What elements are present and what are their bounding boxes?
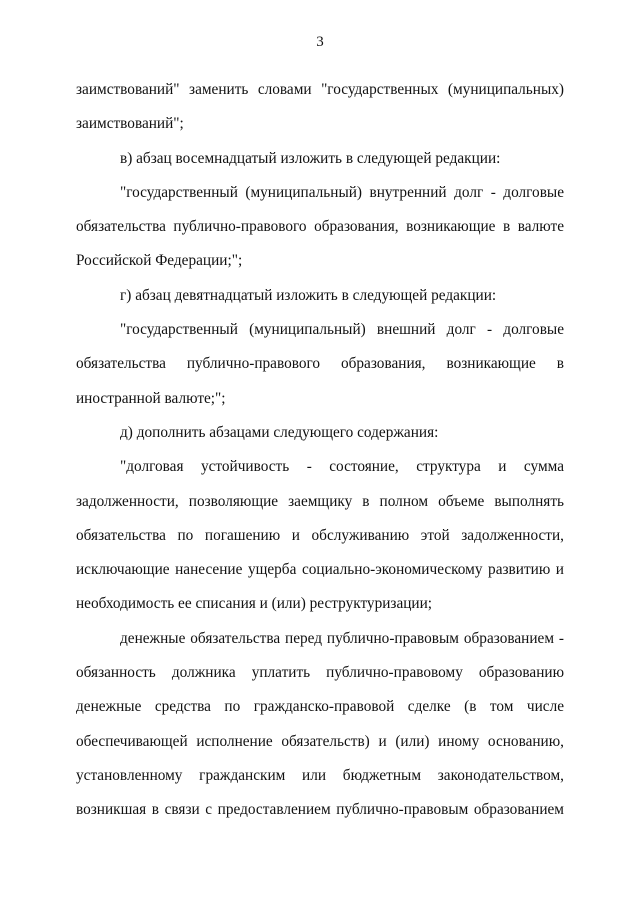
text-line: "государственный (муниципальный) внутренний долг - долговые	[120, 183, 564, 201]
text-line: денежные средства по гражданско-правовой сделке (в том числе	[76, 698, 564, 716]
text-line: установленному гражданским или бюджетным законодательством,	[76, 766, 564, 784]
text-line: исключающие нанесение ущерба социально-экономическому развитию и	[76, 561, 564, 579]
page-number: 3	[316, 34, 324, 50]
text-line: иностранной валюте;";	[76, 389, 226, 407]
text-line: "государственный (муниципальный) внешний долг - долговые	[120, 321, 564, 339]
text-line: обязательства публично-правового образования, возникающие в	[76, 355, 564, 373]
text-line: заимствований" заменить словами "государственных (муниципальных)	[76, 81, 564, 98]
text-line: обязательства по погашению и обслуживанию этой задолженности,	[76, 526, 564, 544]
text-line: задолженности, позволяющие заемщику в полном объеме выполнять	[76, 492, 564, 510]
text-line: денежные обязательства перед публично-правовым образованием -	[120, 629, 564, 647]
text-line: необходимость ее списания и (или) реструктуризации;	[76, 595, 433, 613]
text-line: заимствований";	[76, 115, 184, 133]
text-line: в) абзац восемнадцатый изложить в следующей редакции:	[120, 149, 501, 167]
text-line: г) абзац девятнадцатый изложить в следующей редакции:	[120, 286, 497, 304]
text-line: Российской Федерации;";	[76, 252, 243, 270]
document-body	[76, 73, 564, 828]
text-line: обязанность должника уплатить публично-правовому образованию	[76, 664, 564, 682]
text-line: "долговая устойчивость - состояние, структура и сумма	[120, 458, 564, 476]
text-line: обеспечивающей исполнение обязательств) и (или) иному основанию,	[76, 732, 564, 750]
text-line: возникшая в связи с предоставлением публично-правовым образованием	[76, 801, 564, 819]
text-line: обязательства публично-правового образования, возникающие в валюте	[76, 218, 564, 236]
text-line: д) дополнить абзацами следующего содержания:	[120, 423, 439, 441]
